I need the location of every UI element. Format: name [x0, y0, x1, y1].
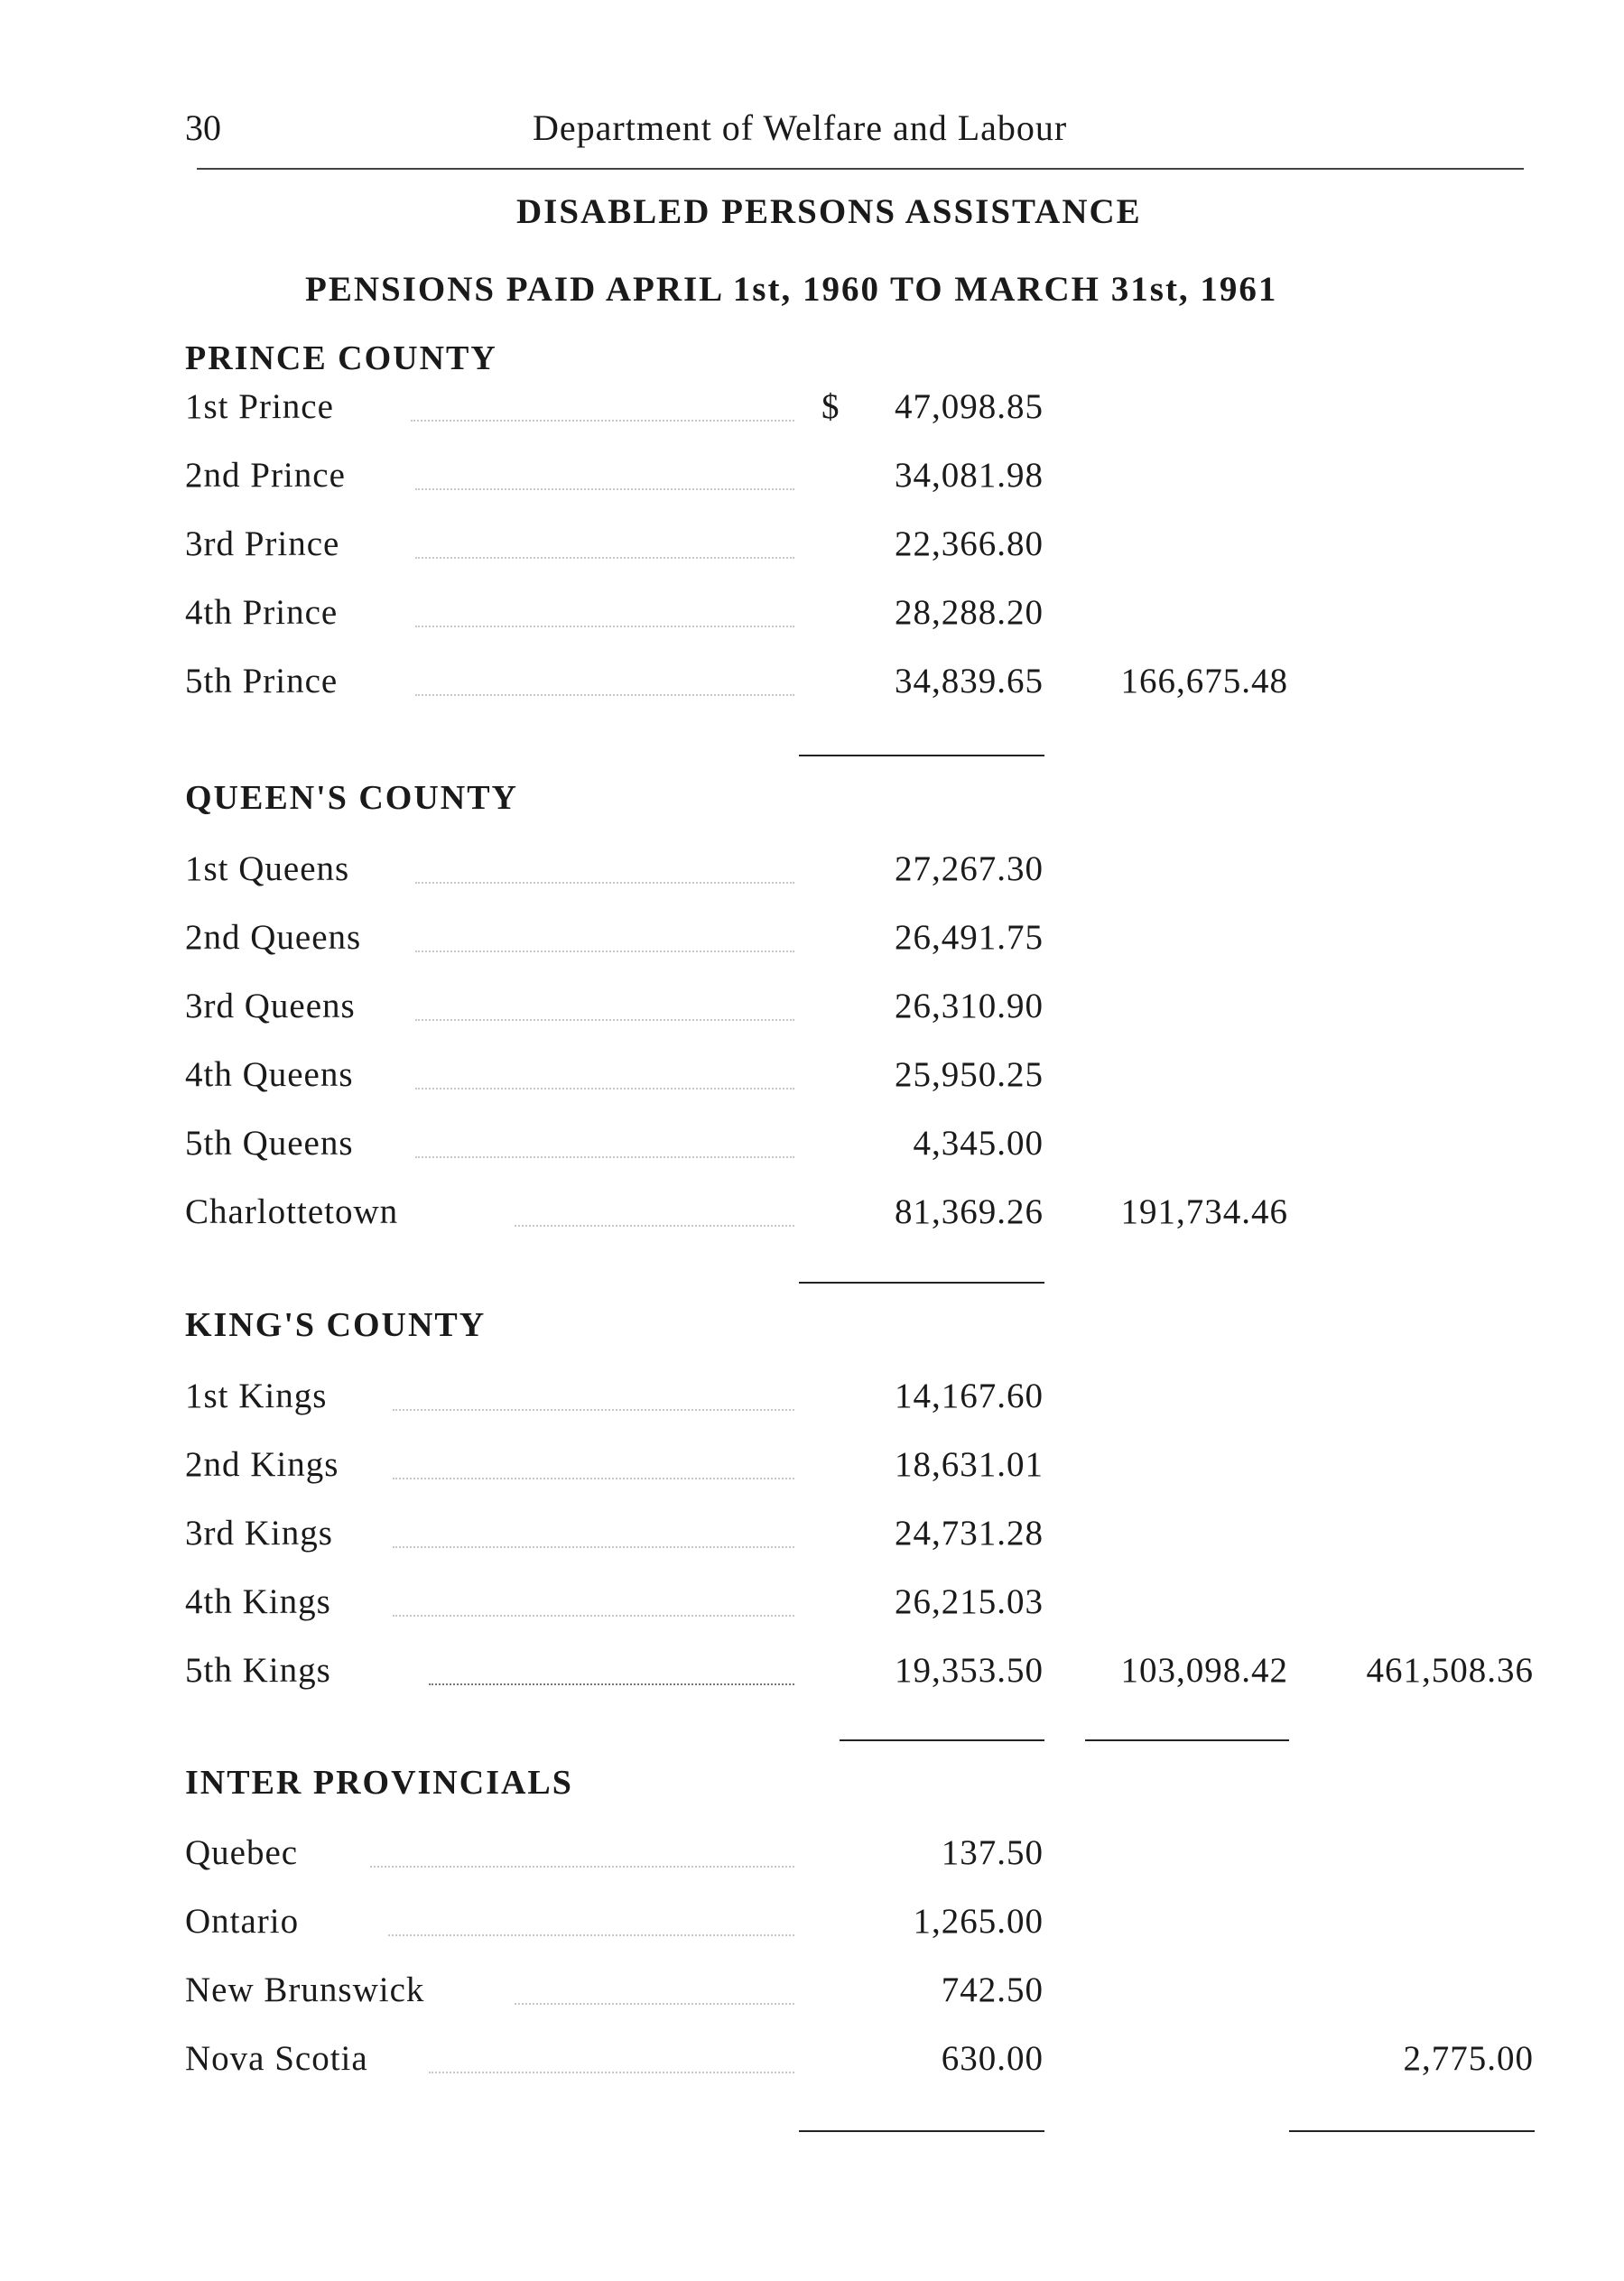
dot-leader	[429, 2072, 794, 2073]
row-amount: 47,098.85	[895, 387, 1044, 426]
underline-rule	[1085, 1739, 1289, 1741]
dot-leader	[415, 1088, 794, 1090]
dot-leader	[415, 626, 794, 627]
row-amount: 742.50	[941, 1970, 1044, 2009]
section-heading-prince: PRINCE COUNTY	[185, 339, 497, 377]
dot-leader	[393, 1478, 794, 1479]
underline-rule	[840, 1739, 1044, 1741]
row-amount: 14,167.60	[895, 1377, 1044, 1415]
dot-leader	[370, 1866, 794, 1868]
row-label: 1st Queens	[185, 849, 350, 888]
dot-leader	[429, 1683, 794, 1685]
row-amount: 28,288.20	[895, 593, 1044, 632]
row-label: 1st Prince	[185, 387, 334, 426]
row-amount: 25,950.25	[895, 1055, 1044, 1094]
row-amount: 1,265.00	[913, 1902, 1044, 1941]
dot-leader	[411, 420, 794, 422]
dot-leader	[393, 1615, 794, 1617]
row-label: 4th Queens	[185, 1055, 354, 1094]
row-label: Quebec	[185, 1833, 299, 1872]
section-heading-inter-provincials: INTER PROVINCIALS	[185, 1764, 573, 1802]
row-amount: 34,839.65	[895, 662, 1044, 700]
dot-leader	[415, 1156, 794, 1158]
row-label: 1st Kings	[185, 1377, 328, 1415]
row-amount: 22,366.80	[895, 524, 1044, 563]
row-amount: 27,267.30	[895, 849, 1044, 888]
row-label: 5th Prince	[185, 662, 339, 700]
row-amount: 24,731.28	[895, 1514, 1044, 1553]
dot-leader	[515, 2003, 794, 2005]
row-amount: 137.50	[941, 1833, 1044, 1872]
row-label: 3rd Prince	[185, 524, 340, 563]
row-subtotal: 103,098.42	[1120, 1651, 1288, 1690]
dot-leader	[393, 1409, 794, 1411]
row-subtotal: 191,734.46	[1120, 1192, 1288, 1231]
row-amount: 26,215.03	[895, 1582, 1044, 1621]
row-label: 3rd Kings	[185, 1514, 333, 1553]
row-amount: 26,310.90	[895, 987, 1044, 1025]
section-heading-kings: KING'S COUNTY	[185, 1306, 487, 1344]
row-amount: 4,345.00	[913, 1124, 1044, 1163]
row-label: 4th Prince	[185, 593, 339, 632]
row-subtotal: 166,675.48	[1120, 662, 1288, 700]
underline-rule	[799, 755, 1044, 756]
row-amount: 26,491.75	[895, 918, 1044, 957]
dot-leader	[393, 1546, 794, 1548]
row-label: Charlottetown	[185, 1192, 399, 1231]
header-rule	[197, 168, 1524, 170]
row-total: 2,775.00	[1403, 2039, 1534, 2078]
row-amount: 19,353.50	[895, 1651, 1044, 1690]
underline-rule	[799, 1282, 1044, 1284]
row-label: 4th Kings	[185, 1582, 331, 1621]
section-heading-queens: QUEEN'S COUNTY	[185, 779, 518, 817]
row-total: 461,508.36	[1366, 1651, 1534, 1690]
underline-rule	[799, 2130, 1044, 2132]
row-amount: 34,081.98	[895, 456, 1044, 495]
row-label: 5th Queens	[185, 1124, 354, 1163]
row-amount: 18,631.01	[895, 1445, 1044, 1484]
row-label: 2nd Kings	[185, 1445, 339, 1484]
row-label: Nova Scotia	[185, 2039, 368, 2078]
currency-symbol: $	[821, 387, 840, 426]
row-amount: 630.00	[941, 2039, 1044, 2078]
underline-rule	[1289, 2130, 1535, 2132]
dot-leader	[515, 1225, 794, 1227]
page-number: 30	[185, 107, 221, 148]
page-subtitle: PENSIONS PAID APRIL 1st, 1960 TO MARCH 31st, 1961	[305, 270, 1278, 309]
dot-leader	[415, 694, 794, 696]
dot-leader	[388, 1934, 794, 1936]
row-label: 2nd Prince	[185, 456, 346, 495]
row-amount: 81,369.26	[895, 1192, 1044, 1231]
row-label: Ontario	[185, 1902, 300, 1941]
dot-leader	[415, 882, 794, 884]
dot-leader	[415, 1019, 794, 1021]
row-label: 3rd Queens	[185, 987, 356, 1025]
dot-leader	[415, 950, 794, 952]
row-label: 2nd Queens	[185, 918, 362, 957]
row-label: 5th Kings	[185, 1651, 331, 1690]
dot-leader	[415, 488, 794, 490]
page-title: DISABLED PERSONS ASSISTANCE	[516, 192, 1142, 231]
running-header: Department of Welfare and Labour	[533, 107, 1068, 148]
dot-leader	[415, 557, 794, 559]
row-label: New Brunswick	[185, 1970, 425, 2009]
